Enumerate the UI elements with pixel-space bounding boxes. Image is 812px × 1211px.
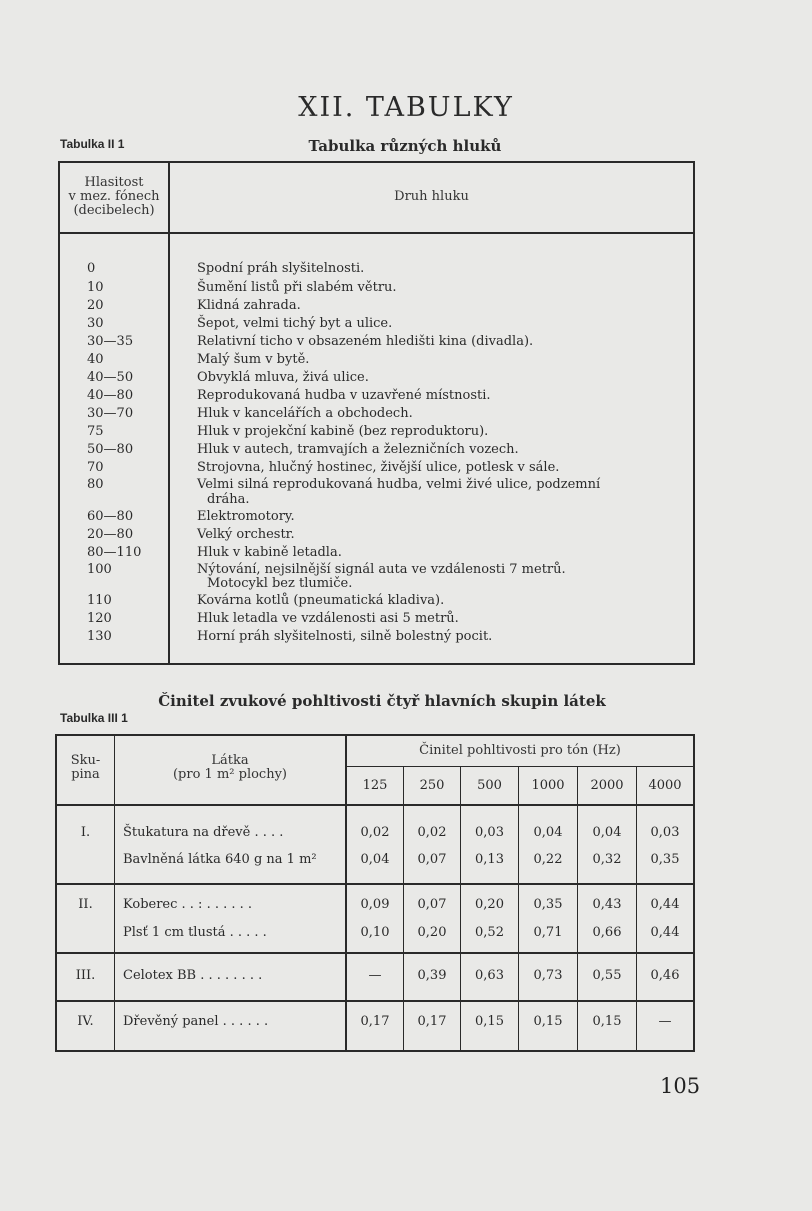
- row-description: Hluk letadla ve vzdálenosti asi 5 metrů.: [197, 611, 459, 626]
- row-description: Velký orchestr.: [197, 527, 295, 542]
- coef-value: 0,04: [360, 852, 390, 867]
- coef-value: 0,15: [592, 1014, 622, 1029]
- row-level: 40—50: [87, 370, 134, 385]
- table1-left-border: [58, 161, 60, 665]
- coef-value: 0,66: [592, 925, 622, 940]
- row-description: Šepot, velmi tichý byt a ulice.: [197, 316, 393, 331]
- coef-value: 0,35: [650, 852, 680, 867]
- row-description: Hluk v projekční kabině (bez reproduktoru).: [197, 424, 489, 439]
- table2-bottom-rule: [55, 1050, 695, 1052]
- row-description: Malý šum v bytě.: [197, 352, 310, 367]
- row-description: Elektromotory.: [197, 509, 295, 524]
- table2-top-rule: [55, 734, 695, 736]
- table2-group-rule: [55, 883, 695, 885]
- row-description: Kovárna kotlů (pneumatická kladiva).: [197, 593, 445, 608]
- coef-value: 0,63: [475, 968, 504, 983]
- table1-title: Tabulka různých hluků: [308, 137, 502, 155]
- page-number: 105: [660, 1074, 701, 1098]
- row-level: 40: [87, 352, 104, 367]
- coef-value: 0,55: [592, 968, 622, 983]
- table2-group-rule: [55, 1000, 695, 1002]
- coef-value: 0,20: [475, 897, 504, 912]
- header-line: pina: [71, 767, 100, 782]
- row-description: Hluk v kabině letadla.: [197, 545, 342, 560]
- row-description: Relativní ticho v obsazeném hledišti kina (divadla).: [197, 334, 534, 349]
- row-level: 120: [87, 611, 112, 626]
- coef-value: 0,44: [650, 897, 680, 912]
- material-name: Dřevěný panel . . . . . .: [123, 1014, 269, 1029]
- group-label: II.: [78, 897, 93, 912]
- header-line: (decibelech): [73, 203, 155, 218]
- chapter-title: XII. TABULKY: [298, 92, 514, 123]
- table1-top-rule: [58, 161, 695, 163]
- row-description: Motocykl bez tlumiče.: [207, 576, 353, 591]
- coef-value: 0,35: [533, 897, 563, 912]
- coef-value: 0,32: [592, 852, 622, 867]
- coef-value: 0,07: [417, 852, 447, 867]
- row-level: 60—80: [87, 509, 134, 524]
- header-line: (pro 1 m² plochy): [172, 767, 288, 782]
- group-label: I.: [80, 825, 91, 840]
- header-line: Látka: [211, 753, 249, 768]
- row-level: 70: [87, 460, 104, 475]
- row-level: 20—80: [87, 527, 134, 542]
- row-level: 40—80: [87, 388, 134, 403]
- coef-value: 0,04: [592, 825, 622, 840]
- coef-value: 0,22: [533, 852, 563, 867]
- freq-header: 250: [419, 778, 445, 793]
- row-description: Šumění listů při slabém větru.: [197, 280, 397, 295]
- table1-header-rule: [58, 232, 695, 234]
- row-description: Hluk v kancelářích a obchodech.: [197, 406, 413, 421]
- table1-label: Tabulka II 1: [60, 137, 125, 151]
- coef-value: 0,46: [650, 968, 680, 983]
- row-description: Velmi silná reprodukovaná hudba, velmi živé ulice, podzemní: [197, 477, 601, 492]
- coef-value: 0,15: [533, 1014, 563, 1029]
- row-description: Horní práh slyšitelnosti, silně bolestný pocit.: [197, 629, 493, 644]
- table1-col1-header: [60, 176, 168, 218]
- coef-value: 0,10: [360, 925, 390, 940]
- coef-value: 0,20: [417, 925, 447, 940]
- row-description: Nýtování, nejsilnější signál auta ve vzdálenosti 7 metrů.: [197, 562, 566, 577]
- row-level: 30—70: [87, 406, 134, 421]
- row-level: 130: [87, 629, 112, 644]
- freq-header: 1000: [531, 778, 565, 793]
- coef-value: 0,09: [360, 897, 390, 912]
- coef-value: 0,02: [360, 825, 390, 840]
- table2-group-rule: [55, 952, 695, 954]
- table1-col2-header: Druh hluku: [394, 189, 469, 204]
- material-name: Bavlněná látka 640 g na 1 m²: [123, 852, 317, 867]
- group-label: IV.: [77, 1014, 94, 1029]
- material-name: Koberec . . : . . . . . .: [123, 897, 253, 912]
- coef-value: 0,17: [417, 1014, 447, 1029]
- freq-header: 500: [477, 778, 502, 793]
- row-description: Spodní práh slyšitelnosti.: [197, 261, 365, 276]
- coef-value: 0,07: [417, 897, 447, 912]
- coef-value: 0,17: [360, 1014, 390, 1029]
- row-level: 75: [87, 424, 104, 439]
- coef-value: 0,04: [533, 825, 563, 840]
- coef-value: —: [368, 968, 382, 983]
- freq-header: 2000: [590, 778, 624, 793]
- coef-value: 0,03: [475, 825, 504, 840]
- coef-value: 0,44: [650, 925, 680, 940]
- table2-freq-rule: [345, 766, 693, 767]
- table1-column-divider: [168, 161, 170, 665]
- row-description: dráha.: [207, 492, 250, 507]
- table2-header-rule: [55, 804, 695, 806]
- row-level: 30: [87, 316, 104, 331]
- row-level: 10: [87, 280, 104, 295]
- coef-value: 0,52: [475, 925, 504, 940]
- group-label: III.: [75, 968, 96, 983]
- freq-header: 4000: [648, 778, 682, 793]
- coef-value: 0,43: [592, 897, 622, 912]
- table2-group-header: [57, 754, 114, 782]
- row-level: 50—80: [87, 442, 134, 457]
- row-level: 110: [87, 593, 112, 608]
- material-name: Plsť 1 cm tlustá . . . . .: [123, 925, 267, 940]
- coef-value: 0,02: [417, 825, 447, 840]
- row-level: 30—35: [87, 334, 134, 349]
- coef-value: 0,39: [417, 968, 447, 983]
- table2-coef-header: Činitel pohltivosti pro tón (Hz): [419, 743, 621, 758]
- row-level: 100: [87, 562, 112, 577]
- coef-value: —: [658, 1014, 672, 1029]
- header-line: v mez. fónech: [68, 189, 160, 204]
- row-description: Klidná zahrada.: [197, 298, 301, 313]
- coef-value: 0,15: [475, 1014, 504, 1029]
- row-description: Obvyklá mluva, živá ulice.: [197, 370, 369, 385]
- coef-value: 0,03: [650, 825, 680, 840]
- table1-right-border: [693, 161, 695, 665]
- coef-value: 0,73: [533, 968, 563, 983]
- table2-title: Činitel zvukové pohltivosti čtyř hlavních skupin látek: [158, 692, 606, 710]
- freq-header: 125: [362, 778, 388, 793]
- row-description: Hluk v autech, tramvajích a železničních vozech.: [197, 442, 519, 457]
- row-level: 20: [87, 298, 104, 313]
- coef-value: 0,13: [475, 852, 504, 867]
- row-description: Strojovna, hlučný hostinec, živější ulice, potlesk v sále.: [197, 460, 560, 475]
- row-level: 80: [87, 477, 104, 492]
- row-level: 80—110: [87, 545, 142, 560]
- material-name: Štukatura na dřevě . . . .: [123, 825, 284, 840]
- coef-value: 0,71: [533, 925, 563, 940]
- table2-label: Tabulka III 1: [60, 711, 128, 725]
- row-description: Reprodukovaná hudba v uzavřené místnosti.: [197, 388, 491, 403]
- row-level: 0: [87, 261, 96, 276]
- table2-material-header: [115, 754, 345, 782]
- header-line: Sku-: [70, 753, 101, 768]
- material-name: Celotex BB . . . . . . . .: [123, 968, 263, 983]
- header-line: Hlasitost: [84, 175, 144, 190]
- table2-right-border: [693, 734, 695, 1052]
- table1-bottom-rule: [58, 663, 695, 665]
